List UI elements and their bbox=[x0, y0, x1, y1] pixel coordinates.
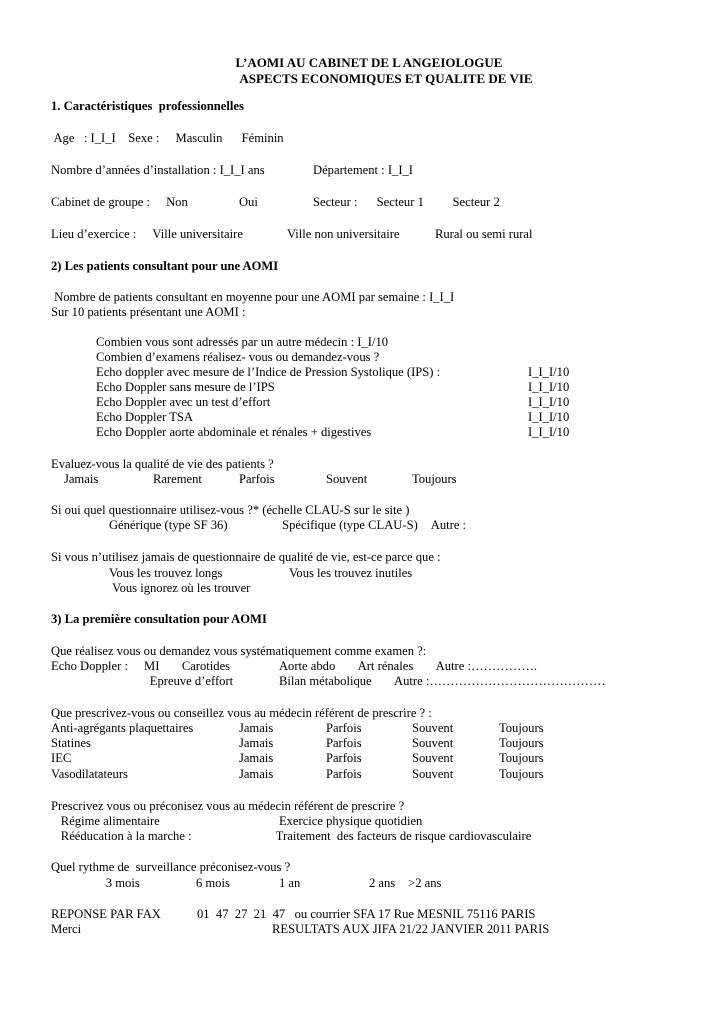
exam-row-value: I_I_I/10 bbox=[528, 395, 570, 409]
qol-option: Souvent bbox=[313, 472, 361, 486]
follow-up-option: 6 mois bbox=[183, 876, 224, 890]
exam-row-label: Echo Doppler sans mesure de l’IPS bbox=[96, 380, 275, 394]
exam-row-label: Echo Doppler avec un test d’effort bbox=[96, 395, 271, 409]
exercise-option: Exercice physique quotidien bbox=[266, 814, 416, 828]
drug-label: Vasodilatateurs bbox=[51, 767, 128, 781]
exam-row-label: Echo doppler avec mesure de l’Indice de Pression Systolique (IPS) : bbox=[96, 365, 441, 379]
qol-option: Rarement bbox=[140, 472, 196, 486]
drug-label: Anti-agrégants plaquettaires bbox=[51, 721, 194, 735]
qol-option: Jamais bbox=[51, 472, 92, 486]
qol-option: Toujours bbox=[399, 472, 450, 486]
fax-label: REPONSE PAR FAX bbox=[51, 907, 161, 921]
diet-option: Régime alimentaire bbox=[51, 814, 154, 828]
results-announcement: RESULTATS AUX JIFA 21/22 JANVIER 2011 PARIS bbox=[272, 922, 550, 936]
risk-factor-treatment-option: Traitement des facteurs de risque cardiovasculaire bbox=[266, 829, 525, 843]
follow-up-question: Quel rythme de surveillance préconisez-vous ? bbox=[51, 860, 291, 874]
reason-unknown-source: Vous ignorez où les trouver bbox=[96, 581, 244, 595]
sector-options: Secteur : Secteur 1 Secteur 2 bbox=[313, 195, 487, 209]
stress-test-option: Epreuve d’effort bbox=[140, 674, 227, 688]
weekly-patients: Nombre de patients consultant en moyenne pour une AOMI par semaine : I_I_I bbox=[51, 290, 455, 304]
exam-row-label: Echo Doppler TSA bbox=[96, 410, 194, 424]
drug-option: Toujours bbox=[486, 751, 537, 765]
years-installed: Nombre d’années d’installation : I_I_I ans bbox=[51, 163, 265, 177]
drug-option: Souvent bbox=[399, 751, 447, 765]
metabolic-assessment-option: Bilan métabolique Autre :…………………………………… bbox=[266, 674, 592, 688]
drug-option: Souvent bbox=[399, 736, 447, 750]
drug-option: Parfois bbox=[313, 751, 355, 765]
drug-option: Jamais bbox=[226, 721, 267, 735]
fax-contact-info: 01 47 27 21 47 ou courrier SFA 17 Rue MESNIL 75116 PARIS bbox=[197, 907, 536, 921]
document-title-line-1: L’AOMI AU CABINET DE L ANGEIOLOGUE bbox=[235, 55, 503, 70]
quality-of-life-question: Evaluez-vous la qualité de vie des patients ? bbox=[51, 457, 274, 471]
exam-row-value: I_I_I/10 bbox=[528, 365, 570, 379]
reason-too-long: Vous les trouvez longs bbox=[96, 566, 216, 580]
questionnaire-generic: Générique (type SF 36) bbox=[96, 518, 221, 532]
echo-doppler-more-options: Aorte abdo Art rénales Autre :……………. bbox=[266, 659, 516, 673]
drug-option: Parfois bbox=[313, 721, 355, 735]
exam-row-value: I_I_I/10 bbox=[528, 380, 570, 394]
follow-up-option: 1 an bbox=[266, 876, 294, 890]
questionnaire-specific: Spécifique (type CLAU-S) Autre : bbox=[266, 518, 453, 532]
exam-row-label: Echo Doppler aorte abdominale et rénales + digestives bbox=[96, 425, 372, 439]
recommendation-question: Prescrivez vous ou préconisez vous au médecin référent de prescrire ? bbox=[51, 799, 405, 813]
walking-rehab-option: Rééducation à la marche : bbox=[51, 829, 185, 843]
exam-row-value: I_I_I/10 bbox=[528, 425, 570, 439]
reason-useless: Vous les trouvez inutiles bbox=[276, 566, 406, 580]
echo-doppler-options: Echo Doppler : MI Carotides bbox=[51, 659, 217, 673]
drug-option: Jamais bbox=[226, 751, 267, 765]
drug-option: Toujours bbox=[486, 721, 537, 735]
department: Département : I_I_I bbox=[313, 163, 414, 177]
age-sex-line: Age : I_I_I Sexe : Masculin Féminin bbox=[51, 131, 271, 145]
no-questionnaire-question: Si vous n’utilisez jamais de questionnaire de qualité de vie, est-ce parce que : bbox=[51, 550, 441, 564]
drug-option: Parfois bbox=[313, 767, 355, 781]
questionnaire-question: Si oui quel questionnaire utilisez-vous ?* (échelle CLAU-S sur le site ) bbox=[51, 503, 410, 517]
location-non-university-city: Ville non universitaire bbox=[274, 227, 393, 241]
drug-option: Jamais bbox=[226, 736, 267, 750]
qol-option: Parfois bbox=[226, 472, 268, 486]
drug-option: Jamais bbox=[226, 767, 267, 781]
systematic-exam-question: Que réalisez vous ou demandez vous systématiquement comme examen ?: bbox=[51, 644, 427, 658]
location-rural: Rural ou semi rural bbox=[422, 227, 526, 241]
drug-option: Toujours bbox=[486, 767, 537, 781]
section-2-heading: 2) Les patients consultant pour une AOMI bbox=[51, 259, 279, 273]
group-practice-yes: Oui bbox=[226, 195, 252, 209]
exam-row-value: I_I_I/10 bbox=[528, 410, 570, 424]
section-3-heading: 3) La première consultation pour AOMI bbox=[51, 612, 267, 626]
prescription-question: Que prescrivez-vous ou conseillez vous au médecin référent de prescrire ? : bbox=[51, 706, 432, 720]
follow-up-option: 3 mois bbox=[96, 876, 134, 890]
per-10-patients: Sur 10 patients présentant une AOMI : bbox=[51, 305, 246, 319]
section-1-heading: 1. Caractéristiques professionnelles bbox=[51, 99, 244, 113]
document-title-line-2: ASPECTS ECONOMIQUES ET QUALITE DE VIE bbox=[239, 71, 533, 86]
drug-option: Parfois bbox=[313, 736, 355, 750]
location-university-city: Lieu d’exercice : Ville universitaire bbox=[51, 227, 237, 241]
referred-count: Combien vous sont adressés par un autre médecin : I_I/10 bbox=[96, 335, 389, 349]
group-practice-no: Cabinet de groupe : Non bbox=[51, 195, 182, 209]
drug-label: Statines bbox=[51, 736, 91, 750]
drug-option: Souvent bbox=[399, 767, 447, 781]
follow-up-option: 2 ans >2 ans bbox=[356, 876, 429, 890]
drug-option: Souvent bbox=[399, 721, 447, 735]
thanks: Merci bbox=[51, 922, 82, 936]
exam-count-question: Combien d’examens réalisez- vous ou demandez-vous ? bbox=[96, 350, 380, 364]
drug-option: Toujours bbox=[486, 736, 537, 750]
drug-label: IEC bbox=[51, 751, 72, 765]
